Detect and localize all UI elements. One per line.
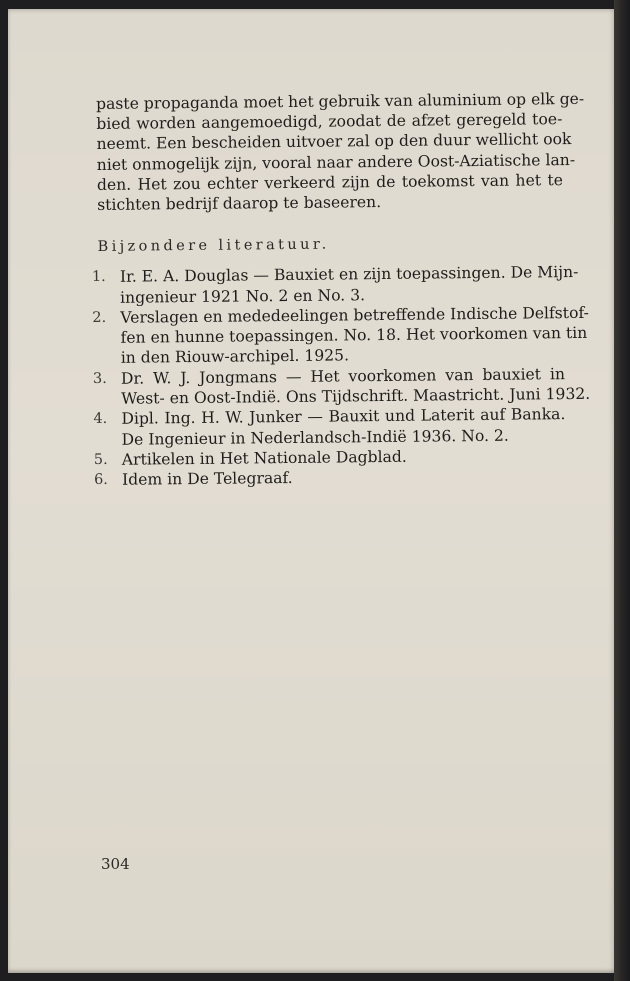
reference-line: De Ingenieur in Nederlandsch-Indië 1936. No. 2. <box>121 426 509 449</box>
reference-line: Artikelen in Het Nationale Dagblad. <box>121 447 407 469</box>
reference-line: Dr. W. J. Jongmans — Het voorkomen van bauxiet in <box>120 364 566 388</box>
reference-item <box>91 262 579 307</box>
reference-number: 6. <box>93 472 108 489</box>
closing-paragraph <box>96 89 585 215</box>
reference-item <box>93 404 566 449</box>
page-text-block <box>91 89 591 490</box>
reference-list <box>91 262 591 490</box>
reference-number: 4. <box>93 411 108 428</box>
reference-number: 3. <box>92 370 107 387</box>
reference-line: Ir. E. A. Douglas — Bauxiet en zijn toepassingen. De Mijn- <box>119 263 579 286</box>
paragraph-line: niet onmogelijk zijn, vooral naar andere Oost-Aziatische lan- <box>96 150 576 174</box>
reference-line: in den Riouw-archipel. 1925. <box>120 346 350 368</box>
paragraph-line: den. Het zou echter verkeerd zijn de toekomst van het te <box>96 170 564 194</box>
reference-number: 5. <box>93 451 108 468</box>
paragraph-line: neemt. Een bescheiden uitvoer zal op den duur wellicht ook <box>96 130 572 154</box>
literature-heading: Bijzondere literatuur. <box>97 236 330 256</box>
reference-number: 2. <box>92 309 107 326</box>
reference-line: Verslagen en mededeelingen betreffende Indische Delfstof- <box>120 303 589 327</box>
reference-number: 1. <box>91 269 106 286</box>
reference-line: Dipl. Ing. H. W. Junker — Bauxit und Laterit auf Banka. <box>121 405 566 429</box>
reference-item <box>92 364 591 409</box>
reference-line: fen en hunne toepassingen. No. 18. Het voorkomen van tin <box>120 323 588 347</box>
paragraph-line: stichten bedrijf daarop te baseeren. <box>97 193 382 215</box>
page-number: 304 <box>101 855 130 873</box>
reference-line: West- en Oost-Indië. Ons Tijdschrift. Maastricht. Juni 1932. <box>121 384 591 408</box>
paragraph-line: paste propaganda moet het gebruik van aluminium op elk ge- <box>96 89 585 113</box>
page-binding-edge <box>614 0 630 981</box>
reference-item <box>92 303 589 369</box>
paragraph-line: bied worden aangemoedigd, zoodat de afzet geregeld toe- <box>96 110 563 134</box>
reference-line: Idem in De Telegraaf. <box>121 469 293 489</box>
reference-line: ingenieur 1921 No. 2 en No. 3. <box>120 285 366 307</box>
